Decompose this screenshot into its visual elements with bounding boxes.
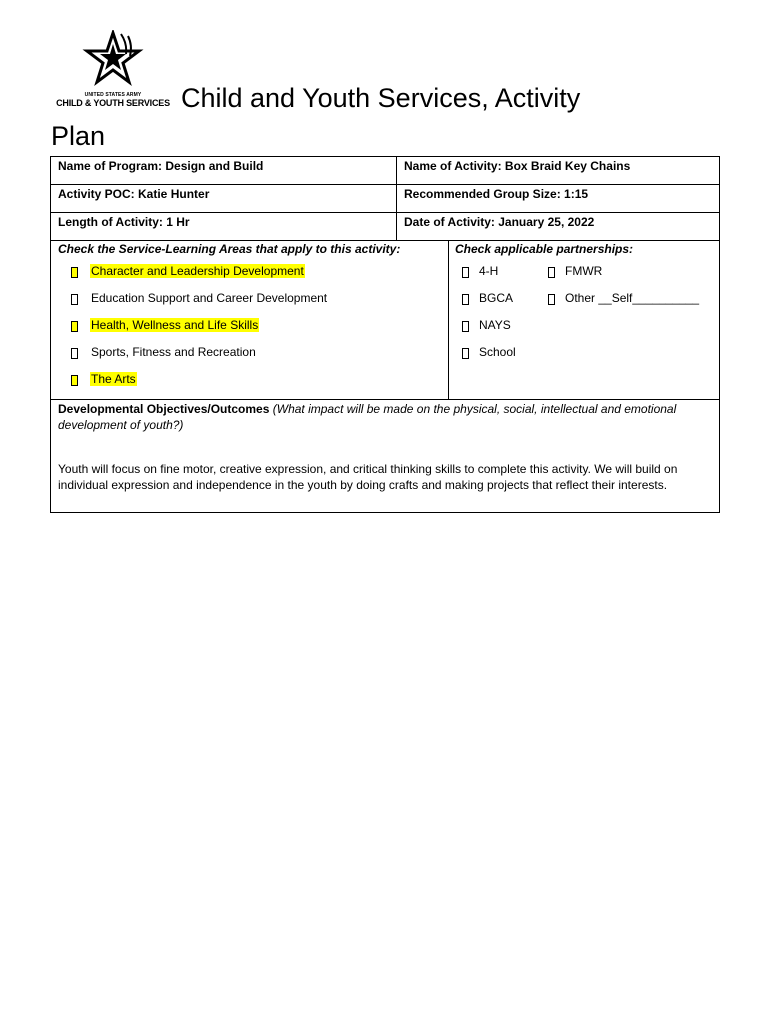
form-row-length bbox=[51, 213, 719, 241]
activity-plan-form bbox=[50, 156, 720, 513]
partnership-item-bgca[interactable] bbox=[460, 291, 546, 318]
partnership-label: School bbox=[479, 345, 516, 359]
group-size-field[interactable]: Recommended Group Size: 1:15 bbox=[404, 187, 589, 201]
cys-logo bbox=[53, 30, 173, 112]
form-row-poc bbox=[51, 185, 719, 213]
partnership-row bbox=[460, 318, 699, 345]
partnerships-heading: Check applicable partnerships: bbox=[455, 242, 634, 256]
partnership-label: Other __Self__________ bbox=[565, 291, 700, 305]
date-of-activity-field[interactable]: Date of Activity: January 25, 2022 bbox=[404, 215, 595, 229]
checkbox-icon[interactable] bbox=[548, 267, 555, 278]
checkbox-icon[interactable] bbox=[71, 375, 78, 386]
page-title-line2: Plan bbox=[51, 121, 106, 151]
form-row-program bbox=[51, 157, 719, 185]
service-learning-label: The Arts bbox=[91, 372, 136, 386]
partnership-label: 4-H bbox=[479, 264, 499, 278]
objectives-heading-bold: Developmental Objectives/Outcomes bbox=[58, 402, 270, 416]
checkbox-icon[interactable] bbox=[462, 294, 469, 305]
objectives-heading-italic: (What impact will be made on the physical, social, intellectual and emotional development of youth?) bbox=[58, 402, 677, 432]
partnership-label: FMWR bbox=[565, 264, 603, 278]
service-learning-heading: Check the Service-Learning Areas that apply to this activity: bbox=[58, 242, 401, 256]
service-learning-item[interactable] bbox=[69, 345, 328, 372]
service-learning-label: Sports, Fitness and Recreation bbox=[91, 345, 256, 359]
partnership-item-fmwr[interactable] bbox=[546, 264, 602, 291]
partnerships-section bbox=[449, 241, 719, 399]
service-learning-item[interactable] bbox=[69, 291, 328, 318]
service-learning-section bbox=[51, 241, 449, 399]
length-of-activity-field[interactable]: Length of Activity: 1 Hr bbox=[51, 213, 397, 240]
form-row-checklists bbox=[51, 241, 719, 400]
name-of-activity-field[interactable]: Name of Activity: Box Braid Key Chains bbox=[404, 159, 631, 173]
checkbox-icon[interactable] bbox=[71, 294, 78, 305]
partnership-label: BGCA bbox=[479, 291, 514, 305]
partnership-item-other[interactable] bbox=[546, 291, 699, 318]
page-title-line1: Child and Youth Services, Activity bbox=[181, 83, 581, 113]
checkbox-icon[interactable] bbox=[462, 348, 469, 359]
checkbox-icon[interactable] bbox=[71, 267, 78, 278]
checkbox-icon[interactable] bbox=[462, 267, 469, 278]
objectives-heading bbox=[58, 401, 712, 433]
checkbox-icon[interactable] bbox=[548, 294, 555, 305]
partnership-label: NAYS bbox=[479, 318, 511, 332]
checkbox-icon[interactable] bbox=[71, 321, 78, 332]
checkbox-icon[interactable] bbox=[462, 321, 469, 332]
partnerships-list bbox=[460, 264, 699, 372]
service-learning-item[interactable] bbox=[69, 318, 328, 345]
service-learning-label: Education Support and Career Development bbox=[91, 291, 328, 305]
logo-big-text: CHILD & YOUTH SERVICES bbox=[56, 98, 170, 108]
developmental-objectives-section bbox=[51, 401, 719, 512]
service-learning-label: Health, Wellness and Life Skills bbox=[91, 318, 259, 332]
service-learning-list bbox=[69, 264, 328, 399]
page-header bbox=[51, 30, 731, 155]
service-learning-label: Character and Leadership Development bbox=[91, 264, 304, 278]
partnership-row bbox=[460, 291, 699, 318]
partnership-item-nays[interactable] bbox=[460, 318, 546, 345]
activity-poc-field[interactable]: Activity POC: Katie Hunter bbox=[51, 185, 397, 212]
name-of-program-field[interactable]: Name of Program: Design and Build bbox=[51, 157, 397, 184]
partnership-row bbox=[460, 264, 699, 291]
partnership-item-school[interactable] bbox=[460, 345, 546, 372]
star-logo-icon bbox=[81, 30, 145, 92]
service-learning-item[interactable] bbox=[69, 264, 328, 291]
partnership-item-4h[interactable] bbox=[460, 264, 546, 291]
objectives-body[interactable]: Youth will focus on fine motor, creative expression, and critical thinking skills to complete this activity. We will build on individual expression and independence in the youth by doing crafts and making projects that reflect their interests. bbox=[58, 462, 678, 492]
checkbox-icon[interactable] bbox=[71, 348, 78, 359]
service-learning-item[interactable] bbox=[69, 372, 328, 399]
logo-small-text: UNITED STATES ARMY bbox=[84, 92, 142, 98]
partnership-row bbox=[460, 345, 699, 372]
